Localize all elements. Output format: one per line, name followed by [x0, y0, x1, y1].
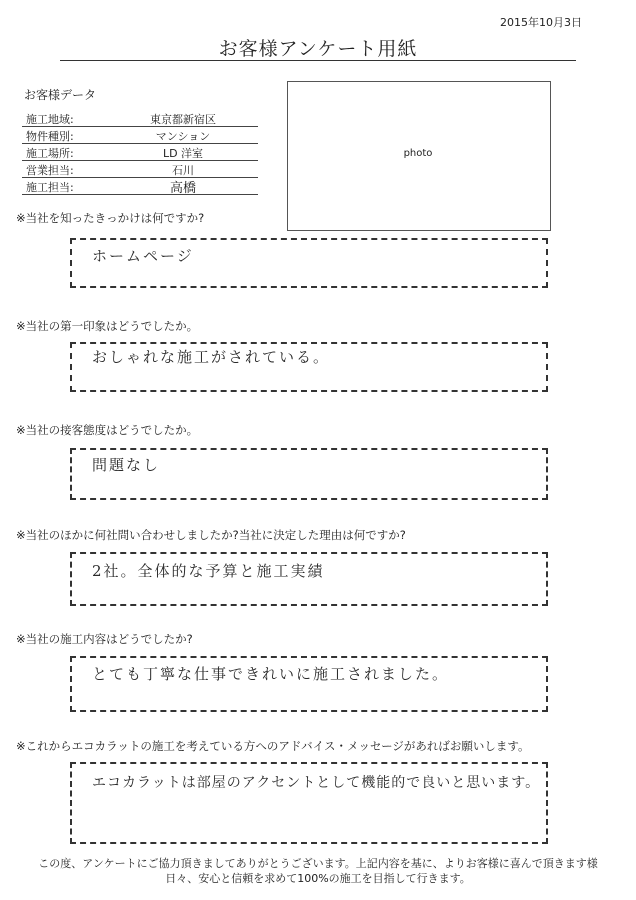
question-6: ※これからエコカラットの施工を考えている方へのアドバイス・メッセージがあればお願いします。	[16, 739, 530, 753]
photo-label: photo	[403, 148, 433, 159]
question-3: ※当社の接客態度はどうでしたか。	[16, 423, 199, 437]
footer-line-1: この度、アンケートにご協力頂きましてありがとうございます。上記内容を基に、よりお客様に喜んで頂きます様	[38, 857, 598, 870]
question-4: ※当社のほかに何社問い合わせしましたか?当社に決定した理由は何ですか?	[16, 528, 406, 542]
customer-row-sales-rep	[22, 161, 258, 178]
customer-row-property-type	[22, 127, 258, 144]
answer-6: エコカラットは部屋のアクセントとして機能的で良いと思います。	[92, 775, 541, 791]
customer-row-value: 高橋	[169, 181, 196, 196]
answer-5: とても丁寧な仕事できれいに施工されました。	[92, 665, 450, 683]
customer-row-area	[22, 110, 258, 127]
customer-row-label: 物件種別:	[26, 130, 74, 143]
question-1: ※当社を知ったきっかけは何ですか?	[16, 211, 205, 225]
customer-row-label: 施工地域:	[26, 113, 74, 126]
title-underline	[60, 60, 576, 61]
footer-line-2: 日々、安心と信頼を求めて100%の施工を目指して行きます。	[165, 872, 471, 885]
customer-row-value: マンション	[155, 130, 211, 143]
customer-row-label: 施工担当:	[26, 181, 74, 194]
customer-row-value: 石川	[172, 164, 194, 177]
customer-row-label: 施工場所:	[26, 147, 74, 160]
customer-row-installer	[22, 178, 258, 195]
survey-date: 2015年10月3日	[500, 16, 582, 29]
question-5: ※当社の施工内容はどうでしたか?	[16, 632, 193, 646]
customer-row-value: LD 洋室	[162, 147, 204, 160]
customer-row-location	[22, 144, 258, 161]
customer-row-label: 営業担当:	[26, 164, 74, 177]
answer-2: おしゃれな施工がされている。	[92, 348, 331, 366]
customer-section-label: お客様データ	[24, 88, 97, 102]
answer-3: 問題なし	[92, 456, 161, 474]
answer-1: ホームページ	[92, 247, 194, 265]
page-title: お客様アンケート用紙	[218, 38, 418, 60]
question-2: ※当社の第一印象はどうでしたか。	[16, 319, 199, 333]
answer-4: 2社。全体的な予算と施工実績	[92, 562, 325, 580]
customer-row-value: 東京都新宿区	[150, 113, 216, 126]
